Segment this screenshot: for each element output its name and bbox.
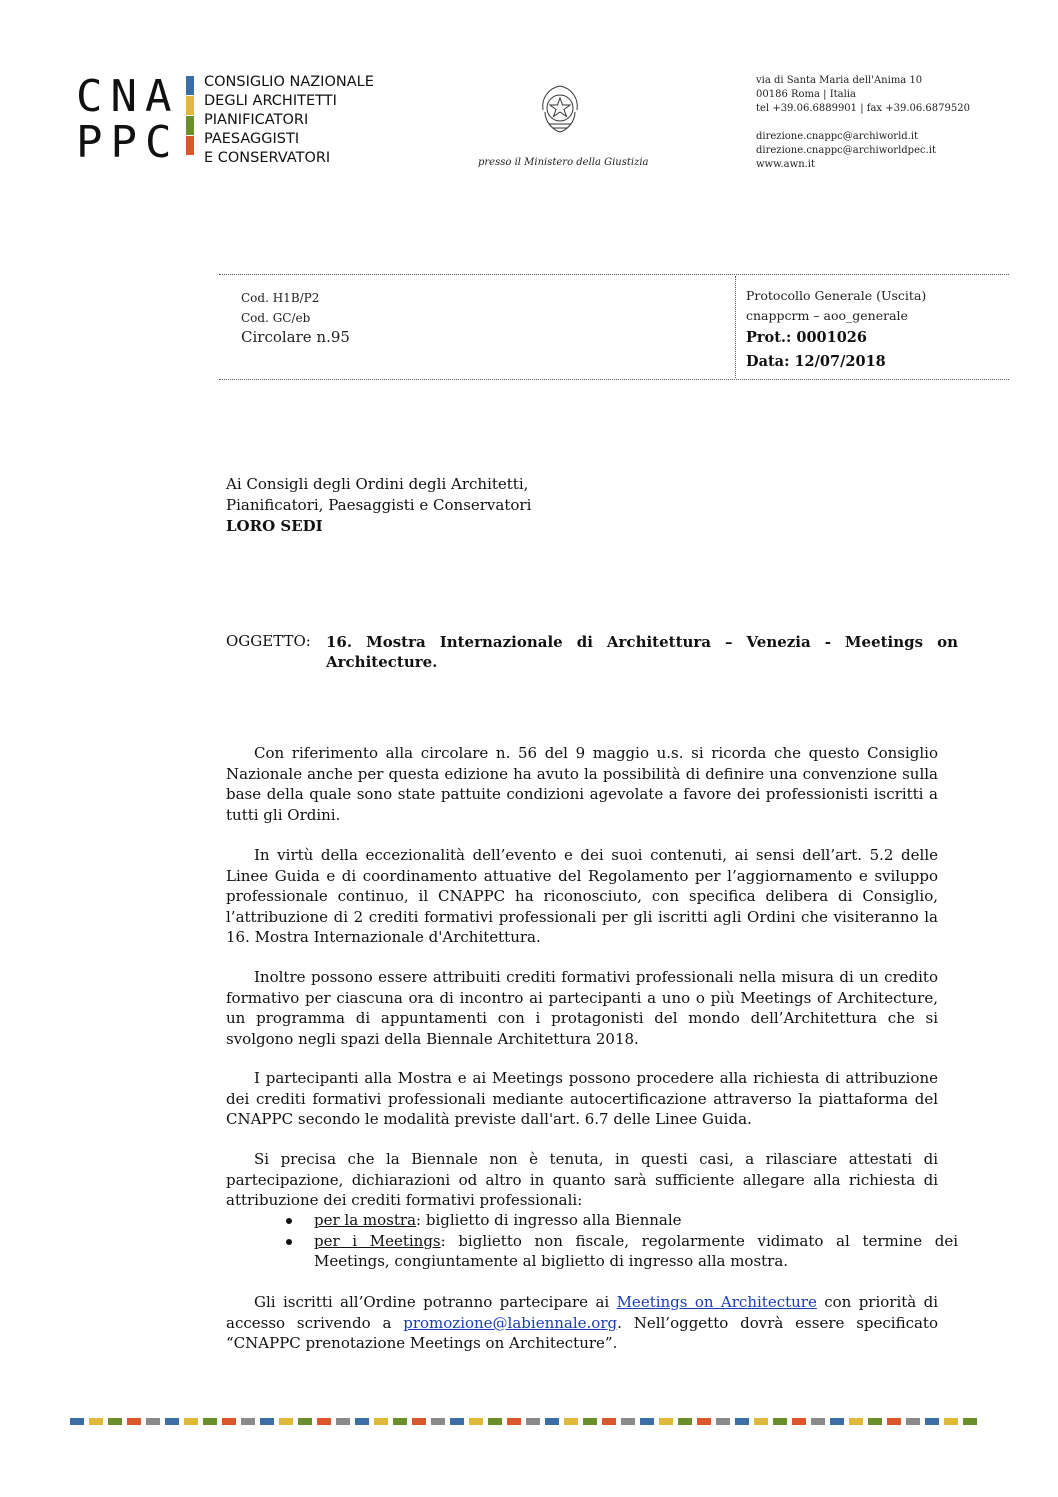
council-line: PIANIFICATORI xyxy=(204,112,309,128)
footer-strip-segment xyxy=(298,1418,312,1425)
logo-text xyxy=(76,71,180,168)
footer-strip-segment xyxy=(222,1418,236,1425)
email-line: direzione.cnappc@archiworld.it xyxy=(756,131,919,142)
footer-strip-segment xyxy=(507,1418,521,1425)
subject-label: OGGETTO: xyxy=(226,632,311,650)
ministry-caption: presso il Ministero della Giustizia xyxy=(478,157,649,168)
footer-strip-segment xyxy=(868,1418,882,1425)
bullet-icon xyxy=(286,1218,292,1224)
footer-strip-segment xyxy=(735,1418,749,1425)
subject-text xyxy=(326,632,958,672)
footer-strip-segment xyxy=(678,1418,692,1425)
footer-strip-segment xyxy=(621,1418,635,1425)
recipient-line: Ai Consigli degli Ordini degli Architetti, xyxy=(226,475,529,493)
bullet-label: per i Meetings xyxy=(314,1231,441,1250)
protocol-aoo: cnappcrm – aoo_generale xyxy=(746,308,908,323)
address-line: via di Santa Maria dell'Anima 10 xyxy=(756,75,923,86)
protocol-info xyxy=(746,286,926,374)
footer-strip-segment xyxy=(355,1418,369,1425)
footer-strip-segment xyxy=(792,1418,806,1425)
footer-strip-segment xyxy=(450,1418,464,1425)
footer-strip-segment xyxy=(944,1418,958,1425)
paragraph-text: . Nell’oggetto dovrà essere specificato “CNAPPC prenotazione Meetings on Architecture”. xyxy=(226,1313,938,1352)
subject-line: 16. Mostra Internazionale di Architettura – Venezia - Meetings on xyxy=(326,633,958,651)
logo-color-bars xyxy=(186,76,194,156)
footer-strip-segment xyxy=(716,1418,730,1425)
footer-strip-segment xyxy=(526,1418,540,1425)
footer-strip-segment xyxy=(469,1418,483,1425)
bullet-text: : biglietto di ingresso alla Biennale xyxy=(416,1211,682,1229)
paragraph-text: con priorità di accesso scrivendo a xyxy=(226,1293,939,1332)
meetings-link[interactable]: Meetings on Architecture xyxy=(616,1293,817,1311)
code-line: Cod. GC/eb xyxy=(241,311,311,325)
protocol-date: Data: 12/07/2018 xyxy=(746,353,886,370)
footer-strip-segment xyxy=(393,1418,407,1425)
council-line: PAESAGGISTI xyxy=(204,131,300,147)
council-line: CONSIGLIO NAZIONALE xyxy=(204,74,374,90)
footer-strip-segment xyxy=(545,1418,559,1425)
footer-strip-segment xyxy=(89,1418,103,1425)
footer-strip-segment xyxy=(127,1418,141,1425)
footer-strip-segment xyxy=(640,1418,654,1425)
website-line: www.awn.it xyxy=(756,159,816,170)
footer-strip-segment xyxy=(146,1418,160,1425)
footer-strip-segment xyxy=(317,1418,331,1425)
footer-strip-segment xyxy=(602,1418,616,1425)
body-paragraph-3: Inoltre possono essere attribuiti crediti formativi professionali nella misura di un credito formativo per ciascuna ora di incontro ai partecipanti a uno o più Meetings of Architecture, un programma di appuntamenti con i protagonisti del mondo dell’Architettura che si svolgono negli spazi della Biennale Architettura 2018. xyxy=(226,968,938,1048)
footer-strip-segment xyxy=(336,1418,350,1425)
logo-line-2: PPC xyxy=(76,117,180,168)
subject-line: Architecture. xyxy=(326,653,438,671)
council-name xyxy=(204,73,374,168)
italian-republic-emblem-icon xyxy=(535,80,585,138)
footer-strip-segment xyxy=(279,1418,293,1425)
footer-strip-segment xyxy=(925,1418,939,1425)
footer-strip-segment xyxy=(108,1418,122,1425)
footer-strip-segment xyxy=(583,1418,597,1425)
footer-strip-segment xyxy=(754,1418,768,1425)
footer-color-strip xyxy=(70,1418,982,1425)
logo-bar-orange xyxy=(186,136,194,155)
bullet-text: : biglietto non fiscale, regolarmente vidimato al termine dei Meetings, congiuntamente al biglietto di ingresso alla mostra. xyxy=(314,1231,958,1270)
footer-strip-segment xyxy=(241,1418,255,1425)
council-line: E CONSERVATORI xyxy=(204,150,331,166)
footer-strip-segment xyxy=(849,1418,863,1425)
circolare-number: Circolare n.95 xyxy=(241,328,350,346)
footer-strip-segment xyxy=(260,1418,274,1425)
footer-strip-segment xyxy=(564,1418,578,1425)
protocol-top-rule xyxy=(219,274,1009,275)
footer-strip-segment xyxy=(165,1418,179,1425)
code-line: Cod. H1B/P2 xyxy=(241,291,320,305)
logo-line-1: CNA xyxy=(76,71,180,122)
attachment-list xyxy=(314,1210,958,1272)
council-line: DEGLI ARCHITETTI xyxy=(204,93,337,109)
document-codes xyxy=(241,288,350,346)
email-link[interactable]: promozione@labiennale.org xyxy=(403,1313,618,1332)
address-line: 00186 Roma | Italia xyxy=(756,89,856,100)
body-paragraph-2: In virtù della eccezionalità dell’evento e dei suoi contenuti, ai sensi dell’art. 5.2 delle Linee Guida e di coordinamento attuative del Regolamento per l’aggiornamento e sviluppo professionale continuo, il CNAPPC ha riconosciuto, con specifica delibera di Consiglio, l’attribuzione di 2 crediti formativi professionali per gli iscritti agli Ordini che visiteranno la 16. Mostra Internazionale d'Architettura. xyxy=(226,846,938,946)
protocol-number: Prot.: 0001026 xyxy=(746,329,867,346)
footer-strip-segment xyxy=(184,1418,198,1425)
footer-strip-segment xyxy=(887,1418,901,1425)
recipients-block xyxy=(226,474,531,537)
footer-strip-segment xyxy=(697,1418,711,1425)
logo-bar-yellow xyxy=(186,96,194,115)
body-paragraph-6 xyxy=(226,1292,938,1354)
footer-strip-segment xyxy=(773,1418,787,1425)
footer-strip-segment xyxy=(659,1418,673,1425)
footer-strip-segment xyxy=(431,1418,445,1425)
footer-strip-segment xyxy=(203,1418,217,1425)
list-item xyxy=(314,1210,958,1231)
email-line: direzione.cnappc@archiworldpec.it xyxy=(756,145,936,156)
body-paragraph-4: I partecipanti alla Mostra e ai Meetings possono procedere alla richiesta di attribuzione dei crediti formativi professionali mediante autocertificazione attraverso la piattaforma del CNAPPC secondo le modalità previste dall'art. 6.7 delle Linee Guida. xyxy=(226,1069,938,1128)
footer-strip-segment xyxy=(488,1418,502,1425)
bullet-icon xyxy=(286,1239,292,1245)
logo-bar-blue xyxy=(186,76,194,95)
protocol-divider xyxy=(735,276,736,378)
footer-strip-segment xyxy=(811,1418,825,1425)
bullet-label: per la mostra xyxy=(314,1211,417,1229)
list-item xyxy=(314,1231,958,1272)
body-paragraph-1: Con riferimento alla circolare n. 56 del 9 maggio u.s. si ricorda che questo Consiglio Nazionale anche per questa edizione ha avuto la possibilità di definire una convenzione sulla base della quale sono state pattuite condizioni agevolate a favore dei professionisti iscritti a tutti gli Ordini. xyxy=(226,744,938,824)
logo-bar-green xyxy=(186,116,194,135)
recipient-line: Pianificatori, Paesaggisti e Conservatori xyxy=(226,496,532,514)
protocol-label: Protocollo Generale (Uscita) xyxy=(746,288,927,303)
body-paragraph-5: Si precisa che la Biennale non è tenuta, in questi casi, a rilasciare attestati di partecipazione, dichiarazioni od altro in quanto sarà sufficiente allegare alla richiesta di attribuzione dei crediti formativi professionali: xyxy=(226,1150,938,1209)
phone-line: tel +39.06.6889901 | fax +39.06.6879520 xyxy=(756,103,970,114)
recipient-loro-sedi: LORO SEDI xyxy=(226,517,323,535)
footer-strip-segment xyxy=(963,1418,977,1425)
footer-strip-segment xyxy=(412,1418,426,1425)
paragraph-text: Gli iscritti all’Ordine potranno partecipare ai xyxy=(254,1293,617,1311)
footer-strip-segment xyxy=(906,1418,920,1425)
footer-strip-segment xyxy=(70,1418,84,1425)
footer-strip-segment xyxy=(830,1418,844,1425)
contact-block xyxy=(756,74,970,172)
protocol-bottom-rule xyxy=(219,379,1009,380)
footer-strip-segment xyxy=(374,1418,388,1425)
